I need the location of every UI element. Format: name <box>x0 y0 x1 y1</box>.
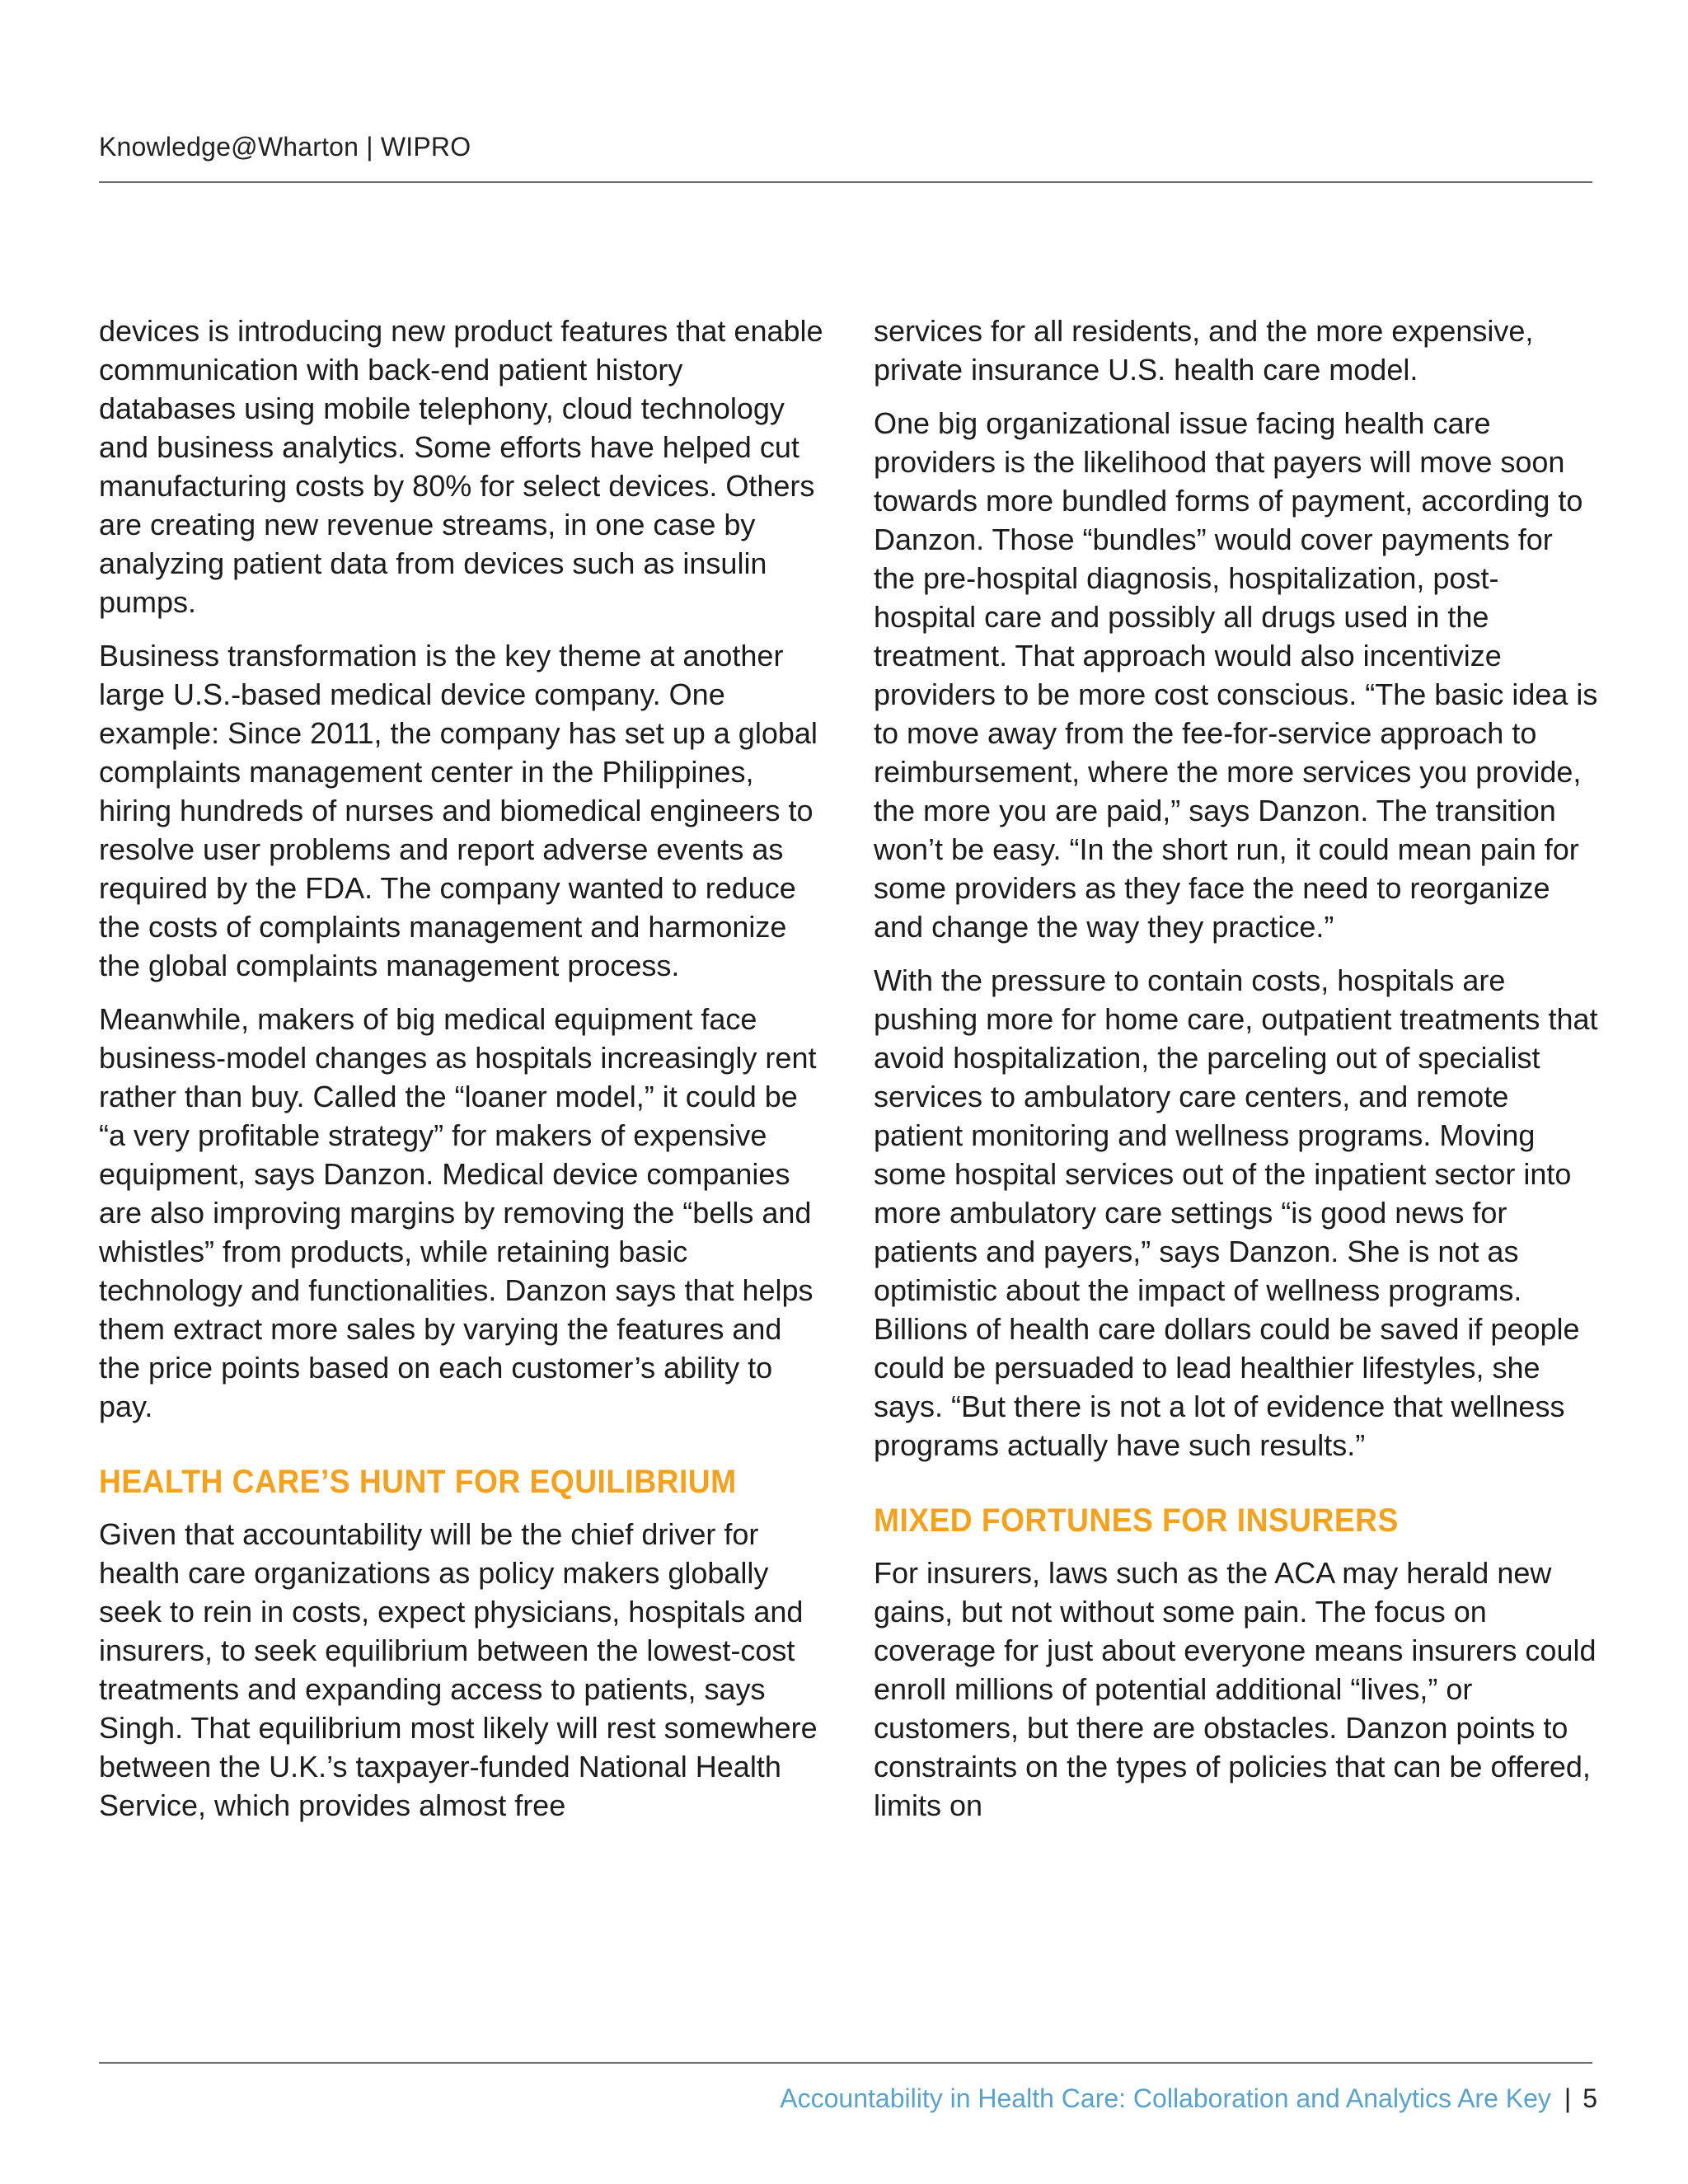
body-paragraph: services for all residents, and the more expensive, private insurance U.S. health care model. <box>874 314 1534 387</box>
page-footer <box>780 2083 1597 2114</box>
body-paragraph: Given that accountability will be the chief driver for health care organizations as policy makers globally seek to rein in costs, expect physicians, hospitals and insurers, to seek equilibrium between the lowest-cost treatments and expanding access to patients, says Singh. That equilibrium most likely will rest somewhere between the U.K.’s taxpayer-funded National Health Service, which provides almost free <box>99 1517 818 1822</box>
body-paragraph: devices is introducing new product features that enable communication with back-end patient history databases using mobile telephony, cloud technology and business analytics. Some efforts have helped cut manufacturing costs by 80% for select devices. Others are creating new revenue streams, in one case by analyzing patient data from devices such as insulin pumps. <box>99 314 823 619</box>
body-paragraph: With the pressure to contain costs, hospitals are pushing more for home care, outpatient treatments that avoid hospitalization, the parceling out of specialist services to ambulatory care centers, and remote patient monitoring and wellness programs. Moving some hospital services out of the inpatient sector into more ambulatory care settings “is good news for patients and payers,” says Danzon. She is not as optimistic about the impact of wellness programs. Billions of health care dollars could be saved if people could be persuaded to lead healthier lifestyles, she says. “But there is not a lot of evidence that wellness programs actually have such results.” <box>874 963 1598 1462</box>
body-paragraph: Business transformation is the key theme at another large U.S.-based medical device company. One example: Since 2011, the company has set up a global complaints management center in the Philippines, hiring hundreds of nurses and biomedical engineers to resolve user problems and report adverse events as required by the FDA. The company wanted to reduce the costs of complaints management and harmonize the global complaints management process. <box>99 639 818 982</box>
running-header: Knowledge@Wharton | WIPRO <box>99 132 471 162</box>
body-paragraph: One big organizational issue facing health care providers is the likelihood that payers will move soon towards more bundled forms of payment, according to Danzon. Those “bundles” would cover payments for the pre-hospital diagnosis, hospitalization, post-hospital care and possibly all drugs used in the treatment. That approach would also incentivize providers to be more cost conscious. “The basic idea is to move away from the fee-for-service approach to reimbursement, where the more services you provide, the more you are paid,” says Danzon. The transition won’t be easy. “In the short run, it could mean pain for some providers as they face the need to reorganize and change the way they practice.” <box>874 406 1598 944</box>
section-heading-equilibrium: HEALTH CARE’S HUNT FOR EQUILIBRIUM <box>99 1464 737 1500</box>
right-column <box>874 312 1599 1840</box>
body-paragraph: For insurers, laws such as the ACA may herald new gains, but not without some pain. The focus on coverage for just about everyone means insurers could enroll millions of potential additional “lives,” or customers, but there are obstacles. Danzon points to constraints on the types of policies that can be offered, limits on <box>874 1556 1597 1822</box>
footer-separator: | <box>1564 2083 1572 2113</box>
header-divider <box>99 181 1592 183</box>
section-heading-insurers: MIXED FORTUNES FOR INSURERS <box>874 1502 1399 1539</box>
left-column <box>99 312 824 1840</box>
page-number: 5 <box>1582 2083 1597 2113</box>
body-paragraph: Meanwhile, makers of big medical equipment face business-model changes as hospitals increasingly rent rather than buy. Called the “loaner model,” it could be “a very profitable strategy” for makers of expensive equipment, says Danzon. Medical device companies are also improving margins by removing the “bells and whistles” from products, while retaining basic technology and functionalities. Danzon says that helps them extract more sales by varying the features and the price points based on each customer’s ability to pay. <box>99 1002 817 1423</box>
footer-divider <box>99 2062 1592 2064</box>
footer-title: Accountability in Health Care: Collaboration and Analytics Are Key <box>780 2083 1551 2113</box>
